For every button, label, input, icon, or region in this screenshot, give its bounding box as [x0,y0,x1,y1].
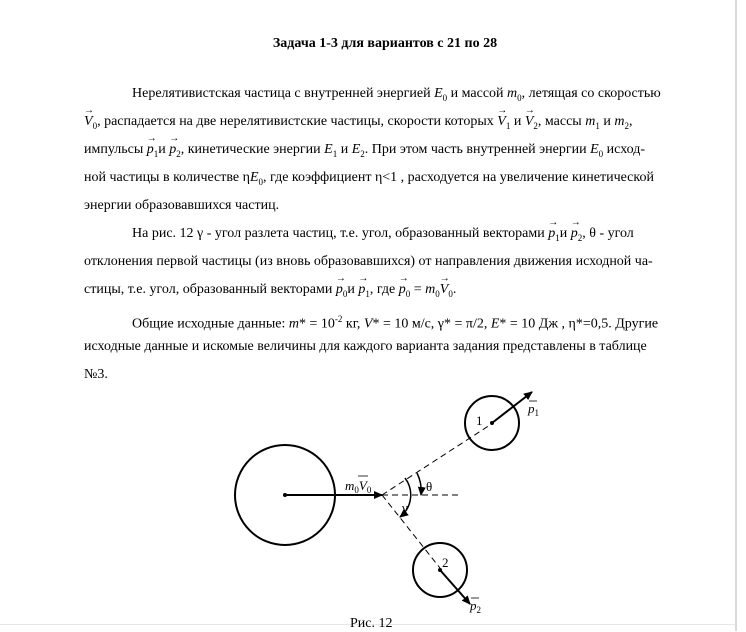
paragraph-2 [84,220,684,304]
p2-line-3: стицы, т.е. угол, образованный векторами → $p_0и \to p_1$, где → $p_0 = m_0\to V_0$. [84,276,684,304]
p3-line-2: исходные данные и искомые величины для каждого варианта задания представлены в таблице [84,339,647,354]
initial-particle-center [283,493,287,497]
label-p1: $p_1$ [528,401,539,418]
p1-line-4: ной частицы в количестве $\eta E_0$, где коэффициент η<1 , расходуется на увеличение кинетической [84,170,654,187]
task-title: Задача 1-3 для вариантов с 21 по 28 [272,36,498,51]
figure-12 [0,380,746,620]
label-gamma: γ [402,500,408,515]
v2-vector: → V [525,108,534,136]
paragraph-1 [84,80,684,220]
particle-1-dashed-line [382,425,490,495]
p1-line-2: → $V_0$, распадается на две нерелятивистские частицы, скорости которых → $V_1$ $и \to V_2$, массы $m_1$ и $m_2$, [84,108,684,136]
p1-line-1: Нерелятивистская частица с внутренней энергией $E_0$ и массой $m_0$, летящая со скоростью [132,86,661,103]
figure-caption: Рис. 12 [350,616,393,631]
label-m0v0: $m_0V_0$ [345,478,372,495]
p2-line-2: отклонения первой частицы (из вновь образовавшихся) от направления движения исходной ча- [84,254,653,269]
theta-arc [417,473,421,495]
v0-vector: → V [84,108,93,136]
v1-vector: → V [497,108,506,136]
label-particle-2: 2 [442,555,449,570]
p2-line-1: На рис. 12 γ - угол разлета частиц, т.е. угол, образованный векторами → $p_1и \to p_2$, θ - угол [84,220,684,248]
p3-line-1: Общие исходные данные: $m* = 10^{-2}$ кг, V* = 10 м/с, γ* = π/2, E* = 10 Дж , η*=0,5. Другие [132,314,659,332]
label-theta: θ [426,479,433,494]
p2-vector: → p [169,136,176,164]
p1-line-3: импульсы → $p_1и \to p_2$, кинетические энергии $E_1$ и $E_2$. При этом часть внутренней энергии $E_0$ исход- [84,136,684,164]
label-particle-1: 1 [476,413,483,428]
p1-line-5: энергии образовавшихся частиц. [84,198,280,213]
particle-2-dashed-line [382,495,440,568]
p1-vector: → p [147,136,154,164]
label-p2: $p_2$ [470,598,481,615]
p3-line-3: №3. [84,367,108,382]
paragraph-3 [84,305,684,389]
